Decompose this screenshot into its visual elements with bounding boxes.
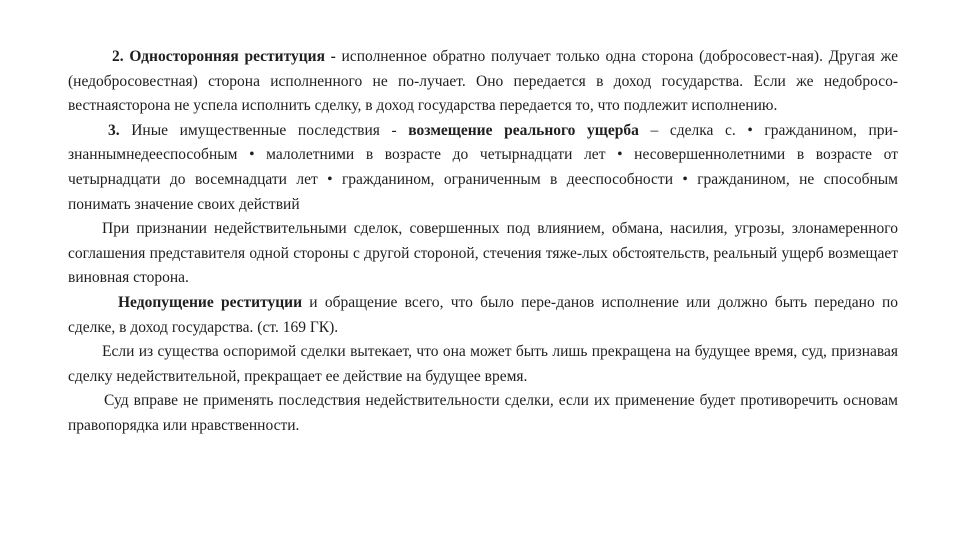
paragraph-text: При признании недействительными сделок, совершенных под влиянием, обмана, насилия, угрозы, злонамеренного соглашения представителя одной стороны с другой стороной, стечения тяже-лых обстоятельств, реальный ущерб возмещает виновная сторона. xyxy=(68,220,898,287)
paragraph-future-termination xyxy=(68,340,898,389)
paragraph-text: Иные имущественные последствия - xyxy=(119,121,409,139)
paragraph-text: Если из существа оспоримой сделки вытекает, что она может быть лишь прекращена на будущее время, суд, признавая сделку недействительной, прекращает ее действие на будущее время. xyxy=(68,343,898,385)
paragraph-invalid-transactions xyxy=(68,217,898,291)
paragraph-other-consequences xyxy=(68,119,898,217)
paragraph-text: Суд вправе не применять последствия недействительности сделки, если их применение будет противоречить основам правопорядка или нравственности. xyxy=(68,392,898,434)
paragraph-text: и обращение всего, что было пере-данов исполнение или должно быть передано по сделке, в доход государства. (ст. 169 ГК). xyxy=(68,293,898,336)
heading-real-damage: возмещение реального ущерба xyxy=(408,121,639,139)
paragraph-one-sided-restitution xyxy=(68,45,898,119)
paragraph-text: – сделка с. • гражданином, при-знаннымнедееспособным • малолетними в возрасте до четырнадцати лет • несовершеннолетними в возрасте от четырнадцати до восемнадцати лет • гражданином, ограниченным в дееспособности • гражданином, не способным понимать значение своих действий xyxy=(68,121,898,213)
paragraph-court-discretion xyxy=(68,389,898,438)
item-number: 3. xyxy=(108,121,120,139)
paragraph-text: исполненное обратно получает только одна сторона (добросовест-ная). Другая же (недобросовестная) сторона исполненного не по-лучает. Оно передается в доход государства. Если же недобросо-вестнаясторона не успела исполнить сделку, в доход государства передается то, что подлежит исполнению. xyxy=(68,48,898,115)
heading-one-sided-restitution: 2. Односторонняя реституция - xyxy=(112,48,336,65)
paragraph-no-restitution xyxy=(68,291,898,340)
heading-no-restitution: Недопущение реституции xyxy=(118,293,303,311)
